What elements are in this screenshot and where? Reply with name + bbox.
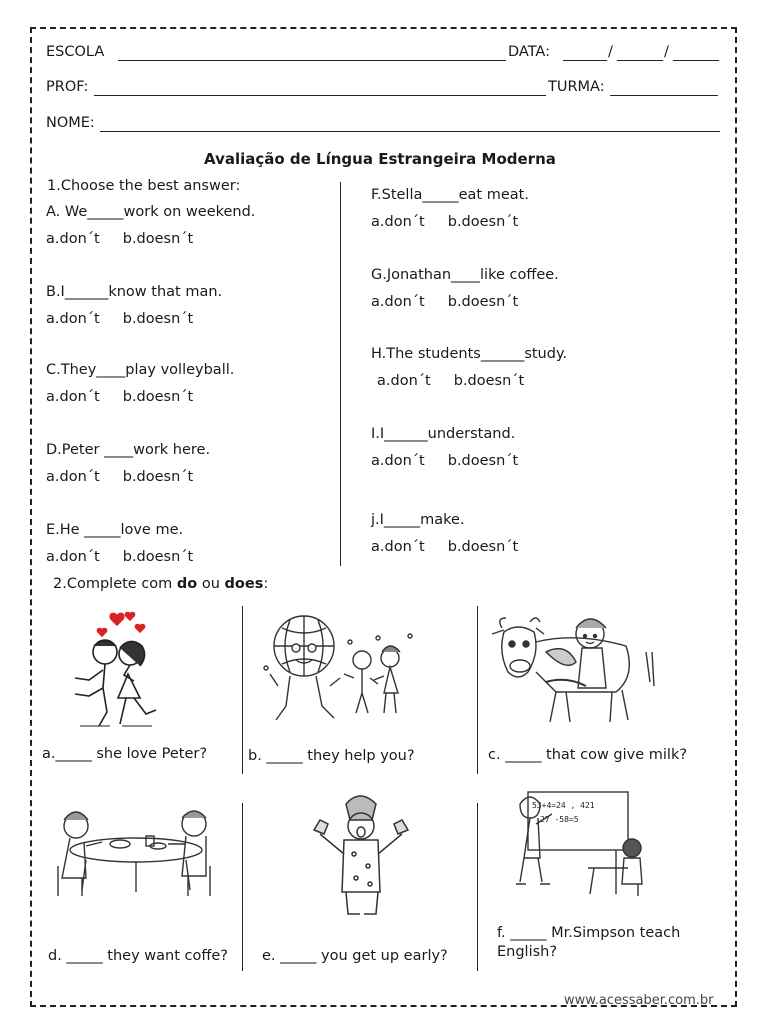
- options-b[interactable]: a.don´t b.doesn´t: [46, 311, 194, 327]
- kids-at-table-illustration: [46, 806, 226, 906]
- data-year-field[interactable]: [673, 60, 719, 61]
- board-text-2: 27 -58=5: [540, 815, 579, 824]
- options-a[interactable]: a.don´t b.doesn´t: [46, 231, 194, 247]
- couple-kissing-illustration: [60, 608, 180, 732]
- grid-divider-4: [477, 803, 478, 971]
- footer-website: www.acessaber.com.br: [564, 993, 714, 1008]
- page-title: Avaliação de Língua Estrangeira Moderna: [204, 150, 556, 168]
- column-divider: [340, 182, 341, 566]
- cow-and-girl-illustration: [486, 612, 662, 730]
- turma-label: TURMA:: [548, 79, 605, 95]
- escola-field[interactable]: [118, 60, 506, 61]
- board-text-1: 53+4=24 , 421: [532, 801, 595, 810]
- data-slash-1: /: [608, 44, 613, 60]
- item-d: d. _____ they want coffe?: [48, 948, 228, 964]
- question-h: H.The students______study.: [371, 346, 568, 362]
- options-g[interactable]: a.don´t b.doesn´t: [371, 294, 519, 310]
- item-f-line1: f. _____ Mr.Simpson teach: [497, 925, 681, 941]
- grid-divider-2: [477, 606, 478, 774]
- section2-heading-do: do: [176, 576, 198, 592]
- options-d[interactable]: a.don´t b.doesn´t: [46, 469, 194, 485]
- options-j[interactable]: a.don´t b.doesn´t: [371, 539, 519, 555]
- nome-field[interactable]: [100, 131, 720, 132]
- question-e: E.He _____love me.: [46, 522, 184, 538]
- question-b: B.I______know that man.: [46, 284, 223, 300]
- options-f[interactable]: a.don´t b.doesn´t: [371, 214, 519, 230]
- section2-heading-prefix: 2.Complete com: [53, 576, 177, 592]
- data-month-field[interactable]: [617, 60, 663, 61]
- section2-heading: [53, 576, 268, 592]
- grid-divider-1: [242, 606, 243, 774]
- options-e[interactable]: a.don´t b.doesn´t: [46, 549, 194, 565]
- options-h[interactable]: a.don´t b.doesn´t: [377, 373, 525, 389]
- data-slash-2: /: [664, 44, 669, 60]
- question-g: G.Jonathan____like coffee.: [371, 267, 559, 283]
- prof-label: PROF:: [46, 79, 89, 95]
- section2-heading-mid: ou: [197, 576, 225, 592]
- item-b: b. _____ they help you?: [248, 748, 415, 764]
- boy-stretching-illustration: [306, 790, 416, 926]
- escola-label: ESCOLA: [46, 44, 105, 60]
- globe-and-children-illustration: [260, 608, 420, 726]
- question-d: D.Peter ____work here.: [46, 442, 211, 458]
- data-day-field[interactable]: [563, 60, 607, 61]
- data-label: DATA:: [508, 44, 550, 60]
- nome-label: NOME:: [46, 115, 95, 131]
- question-i: I.I______understand.: [371, 426, 516, 442]
- item-e: e. _____ you get up early?: [262, 948, 448, 964]
- item-a: a._____ she love Peter?: [42, 746, 208, 762]
- turma-field[interactable]: [610, 95, 718, 96]
- section2-heading-does: does: [224, 576, 264, 592]
- question-j: j.I_____make.: [371, 512, 465, 528]
- item-f-line2: English?: [497, 944, 558, 960]
- question-f: F.Stella_____eat meat.: [371, 187, 529, 203]
- section2-heading-suffix: :: [263, 576, 269, 592]
- teacher-blackboard-illustration: [500, 788, 660, 906]
- item-c: c. _____ that cow give milk?: [488, 747, 688, 763]
- question-a: A. We_____work on weekend.: [46, 204, 256, 220]
- question-c: C.They____play volleyball.: [46, 362, 235, 378]
- options-i[interactable]: a.don´t b.doesn´t: [371, 453, 519, 469]
- prof-field[interactable]: [94, 95, 546, 96]
- options-c[interactable]: a.don´t b.doesn´t: [46, 389, 194, 405]
- section1-heading: 1.Choose the best answer:: [47, 178, 241, 194]
- grid-divider-3: [242, 803, 243, 971]
